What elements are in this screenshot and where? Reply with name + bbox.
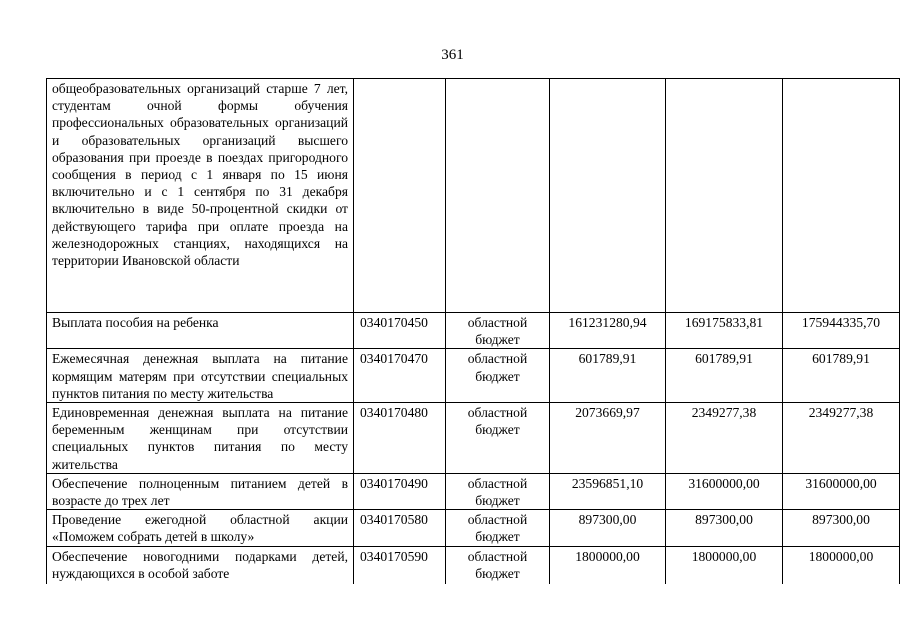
- row-value-2-cell: 31600000,00: [666, 473, 783, 509]
- row-value-1-cell: 23596851,10: [550, 473, 666, 509]
- row-value-3-cell: 1800000,00: [783, 546, 900, 584]
- row-value-1-cell: 2073669,97: [550, 403, 666, 474]
- row-code-cell: 0340170490: [354, 473, 446, 509]
- row-name-cell: Ежемесячная денежная выплата на питание кормящим матерям при отсутствии специальных пунктов питания по месту жительства: [47, 349, 354, 403]
- table-row: [47, 403, 900, 474]
- row-value-1-cell: 897300,00: [550, 510, 666, 546]
- row-value-cell: [666, 79, 783, 313]
- row-code-cell: 0340170450: [354, 313, 446, 349]
- table-row: [47, 546, 900, 584]
- row-value-3-cell: 2349277,38: [783, 403, 900, 474]
- row-source-cell: областной бюджет: [446, 313, 550, 349]
- row-code-cell: 0340170470: [354, 349, 446, 403]
- row-value-cell: [783, 79, 900, 313]
- row-source-cell: областной бюджет: [446, 546, 550, 584]
- row-value-2-cell: 169175833,81: [666, 313, 783, 349]
- table-row: [47, 473, 900, 509]
- row-value-1-cell: 161231280,94: [550, 313, 666, 349]
- row-source-cell: областной бюджет: [446, 510, 550, 546]
- row-value-2-cell: 2349277,38: [666, 403, 783, 474]
- table-row: [47, 510, 900, 546]
- row-code-cell: 0340170580: [354, 510, 446, 546]
- row-code-cell: 0340170590: [354, 546, 446, 584]
- row-name-cell: Проведение ежегодной областной акции «Поможем собрать детей в школу»: [47, 510, 354, 546]
- row-value-2-cell: 601789,91: [666, 349, 783, 403]
- row-source-cell: областной бюджет: [446, 473, 550, 509]
- row-code-cell: 0340170480: [354, 403, 446, 474]
- row-value-3-cell: 31600000,00: [783, 473, 900, 509]
- row-value-cell: [550, 79, 666, 313]
- budget-table-container: [46, 78, 900, 584]
- page-number: 361: [441, 47, 464, 63]
- row-name-cell: Выплата пособия на ребенка: [47, 313, 354, 349]
- row-source-cell: [446, 79, 550, 313]
- row-value-3-cell: 175944335,70: [783, 313, 900, 349]
- row-value-2-cell: 897300,00: [666, 510, 783, 546]
- row-name-cell: общеобразовательных организаций старше 7 лет, студентам очной формы обучения профессиональных образовательных организаций и образовательных организаций высшего образования при проезде в поездах пригородного сообщения в период с 1 января по 15 июня включительно и с 1 сентября по 31 декабря включительно в виде 50-процентной скидки от действующего тарифа при оплате проезда на железнодорожных станциях, находящихся на территории Ивановской области: [47, 79, 354, 313]
- row-value-3-cell: 897300,00: [783, 510, 900, 546]
- row-value-3-cell: 601789,91: [783, 349, 900, 403]
- table-row: [47, 313, 900, 349]
- row-value-1-cell: 601789,91: [550, 349, 666, 403]
- row-name-cell: Единовременная денежная выплата на питание беременным женщинам при отсутствии специальных пунктов питания по месту жительства: [47, 403, 354, 474]
- row-value-2-cell: 1800000,00: [666, 546, 783, 584]
- budget-table: [46, 78, 900, 584]
- row-name-cell: Обеспечение новогодними подарками детей, нуждающихся в особой заботе: [47, 546, 354, 584]
- row-value-1-cell: 1800000,00: [550, 546, 666, 584]
- row-source-cell: областной бюджет: [446, 403, 550, 474]
- row-code-cell: [354, 79, 446, 313]
- table-row: [47, 349, 900, 403]
- row-name-cell: Обеспечение полноценным питанием детей в возрасте до трех лет: [47, 473, 354, 509]
- row-source-cell: областной бюджет: [446, 349, 550, 403]
- table-row-continuation: [47, 79, 900, 313]
